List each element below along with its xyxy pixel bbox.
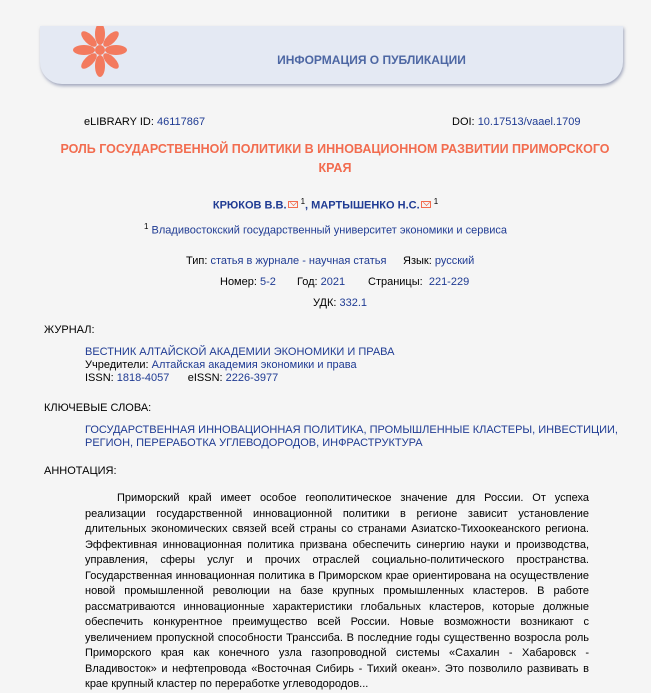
affiliation [0,222,651,237]
keywords-section-label: КЛЮЧЕВЫЕ СЛОВА: [44,402,152,414]
pages-value: 221-229 [428,276,470,288]
journal-block [85,346,395,385]
eissn-value: 2226-3977 [225,372,279,384]
doi-link[interactable]: 10.17513/vaael.1709 [477,116,581,128]
author-affil-sup: 1 [300,197,306,206]
keywords-line[interactable]: ГОСУДАРСТВЕННАЯ ИННОВАЦИОННАЯ ПОЛИТИКА, ПРОМЫШЛЕННЫЕ КЛАСТЕРЫ, ИНВЕСТИЦИИ, [85,424,618,436]
journal-name-link[interactable]: ВЕСТНИК АЛТАЙСКОЙ АКАДЕМИИ ЭКОНОМИКИ И ПРАВА [85,346,395,358]
udk-info [313,297,367,309]
number-label: Номер: [220,276,257,288]
udk-value: 332.1 [339,297,368,309]
number-link[interactable]: 5-2 [259,276,276,288]
founder-link[interactable]: Алтайская академия экономики и права [151,359,357,371]
doi-label: DOI: [452,116,475,128]
journal-section-label: ЖУРНАЛ: [44,324,95,336]
affiliation-link[interactable]: Владивостокский государственный университет экономики и сервиса [151,224,507,237]
header-title: ИНФОРМАЦИЯ О ПУБЛИКАЦИИ [277,53,466,67]
type-value: статья в журнале - научная статья [210,255,387,267]
author-link[interactable]: КРЮКОВ В.В. [212,199,287,212]
authors-line [0,197,651,212]
issn-line [85,372,395,385]
number-info [220,276,276,288]
year-info [297,276,345,288]
doi [452,116,580,128]
language-value: русский [434,255,475,267]
issn-value: 1818-4057 [116,372,170,384]
author-separator: , [305,199,309,212]
abstract-text [85,491,589,693]
abstract-paragraph: Приморский край имеет особое геополитическое значение для России. От успеха реализации государственной инновационной политики в регионе зависит установление длительных экономических связей всей страны со странами Азиатско-Тихоокеанского региона. Эффективная инновационная политика призвана обеспечить синергию науки и производства, управления, сферы услуг и прочих отраслей социально-политического пространства. Государственная инновационная политика в Приморском крае ориентирована на осуществление новой промышленной революции на базе крупных промышленных кластеров. В работе рассматриваются инновационные характеристики глобальных кластеров, которые должные обеспечить конкурентное преимущество всей России. Новые возможности возникают с увеличением пропускной способности Транссиба. В последние годы существенно возросла роль Приморского края как конечного узла газопроводной системы «Сахалин - Хабаровск - Владивосток» и нефтепровода «Восточная Сибирь - Тихий океан». Это позволило развивать в крае крупный кластер по переработке углеводородов... [85,492,589,690]
issn-label: ISSN: [85,372,114,384]
author-affil-sup: 1 [433,197,439,206]
elibrary-id-label: eLIBRARY ID: [84,116,154,128]
email-icon[interactable] [421,201,431,208]
language-info [403,255,474,267]
affiliation-sup: 1 [144,222,149,231]
pages-info [368,276,469,288]
type-label: Тип: [186,255,208,267]
author-link[interactable]: МАРТЫШЕНКО Н.С. [311,199,420,212]
language-label: Язык: [403,255,432,267]
elibrary-id [84,116,205,128]
top-band [0,0,651,28]
type-info [186,255,386,267]
year-value: 2021 [320,276,346,288]
udk-label: УДК: [313,297,337,309]
founder-label: Учредители: [85,359,149,371]
publication-header [40,26,623,84]
elibrary-id-value: 46117867 [156,116,206,128]
article-title: РОЛЬ ГОСУДАРСТВЕННОЙ ПОЛИТИКИ В ИННОВАЦИОННОМ РАЗВИТИИ ПРИМОРСКОГО КРАЯ [60,142,610,175]
keywords-line[interactable]: РЕГИОН, ПЕРЕРАБОТКА УГЛЕВОДОРОДОВ, ИНФРАСТРУКТУРА [85,437,423,449]
abstract-section-label: АННОТАЦИЯ: [44,465,117,477]
year-label: Год: [297,276,318,288]
eissn-label: eISSN: [187,372,223,384]
email-icon[interactable] [288,201,298,208]
founder-line [85,359,395,372]
pages-label: Страницы: [368,276,423,288]
keywords-block [85,424,618,450]
